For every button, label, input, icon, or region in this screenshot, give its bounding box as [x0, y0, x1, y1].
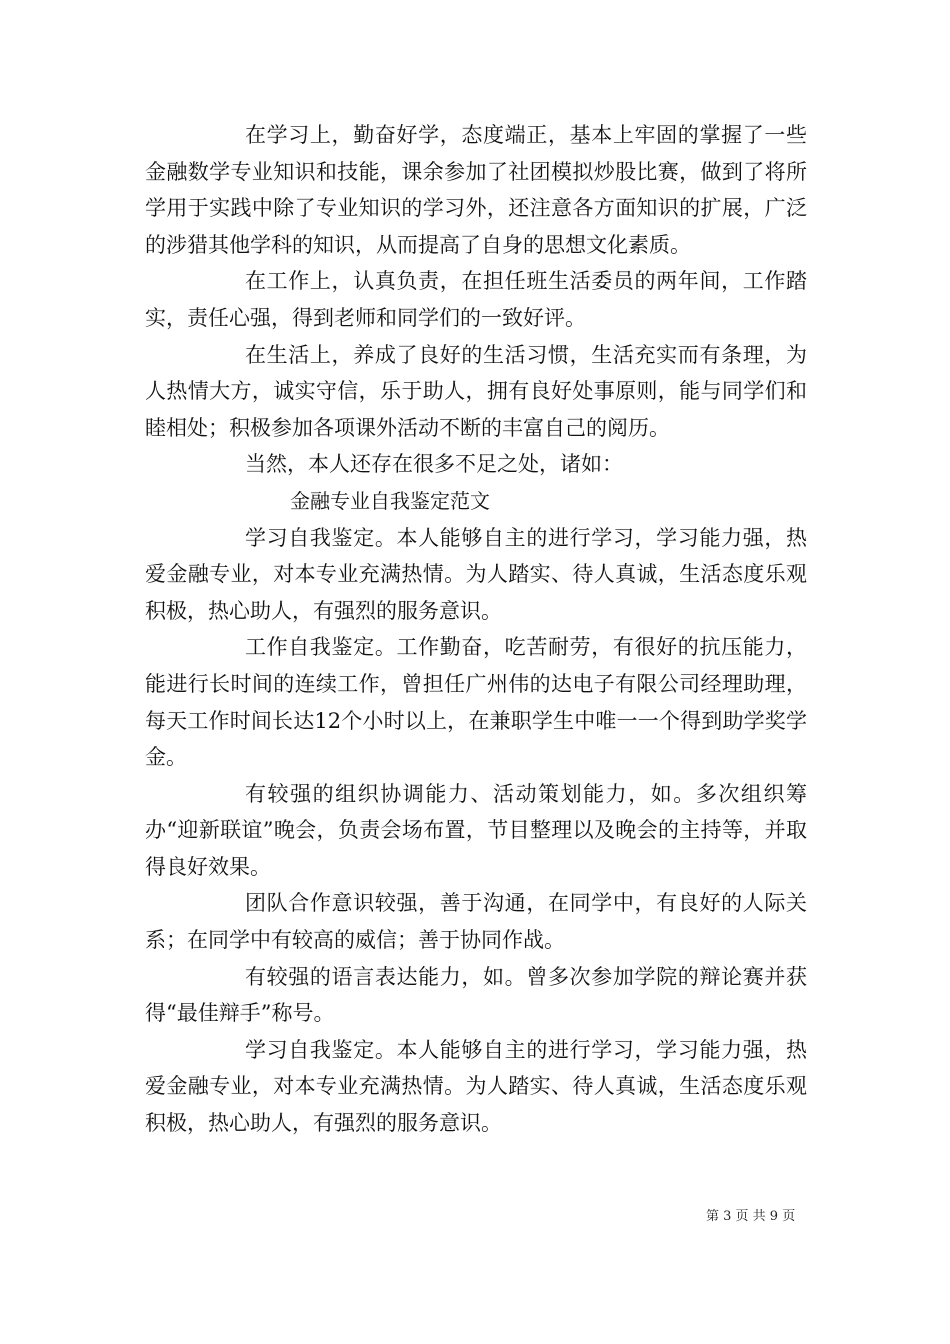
paragraph-life: 在生活上，养成了良好的生活习惯，生活充实而有条理，为人热情大方，诚实守信，乐于助人，拥有良好处事原则，能与同学们和睦相处；积极参加各项课外活动不断的丰富自己的阅历。 [145, 342, 807, 440]
paragraph-work: 在工作上，认真负责，在担任班生活委员的两年间，工作踏实，责任心强，得到老师和同学们的一致好评。 [145, 269, 807, 330]
document-body [145, 117, 807, 1142]
paragraph-study-evaluation-repeat: 学习自我鉴定。本人能够自主的进行学习，学习能力强，热爱金融专业，对本专业充满热情。为人踏实、待人真诚，生活态度乐观积极，热心助人，有强烈的服务意识。 [145, 1037, 807, 1136]
paragraph-study: 在学习上，勤奋好学，态度端正，基本上牢固的掌握了一些金融数学专业知识和技能，课余参加了社团模拟炒股比赛，做到了将所学用于实践中除了专业知识的学习外，还注意各方面知识的扩展，广泛的涉猎其他学科的知识，从而提高了自身的思想文化素质。 [145, 123, 807, 257]
page-number-footer: 第 3 页 共 9 页 [706, 1209, 796, 1224]
paragraph-organization: 有较强的组织协调能力、活动策划能力，如。多次组织筹办“迎新联谊”晚会，负责会场布置，节目整理以及晚会的主持等，并取得良好效果。 [145, 781, 807, 879]
paragraph-shortcomings: 当然，本人还存在很多不足之处，诸如： [245, 452, 623, 477]
paragraph-expression: 有较强的语言表达能力，如。曾多次参加学院的辩论赛并获得“最佳辩手”称号。 [145, 964, 807, 1026]
paragraph-work-evaluation: 工作自我鉴定。工作勤奋，吃苦耐劳，有很好的抗压能力，能进行长时间的连续工作，曾担任广州伟的达电子有限公司经理助理，每天工作时间长达12个小时以上，在兼职学生中唯一一个得到助学奖学金。 [145, 635, 807, 770]
section-heading: 金融专业自我鉴定范文 [290, 488, 490, 513]
paragraph-study-evaluation: 学习自我鉴定。本人能够自主的进行学习，学习能力强，热爱金融专业，对本专业充满热情。为人踏实、待人真诚，生活态度乐观积极，热心助人，有强烈的服务意识。 [145, 525, 807, 623]
paragraph-teamwork: 团队合作意识较强，善于沟通，在同学中，有良好的人际关系；在同学中有较高的威信；善于协同作战。 [145, 891, 807, 953]
